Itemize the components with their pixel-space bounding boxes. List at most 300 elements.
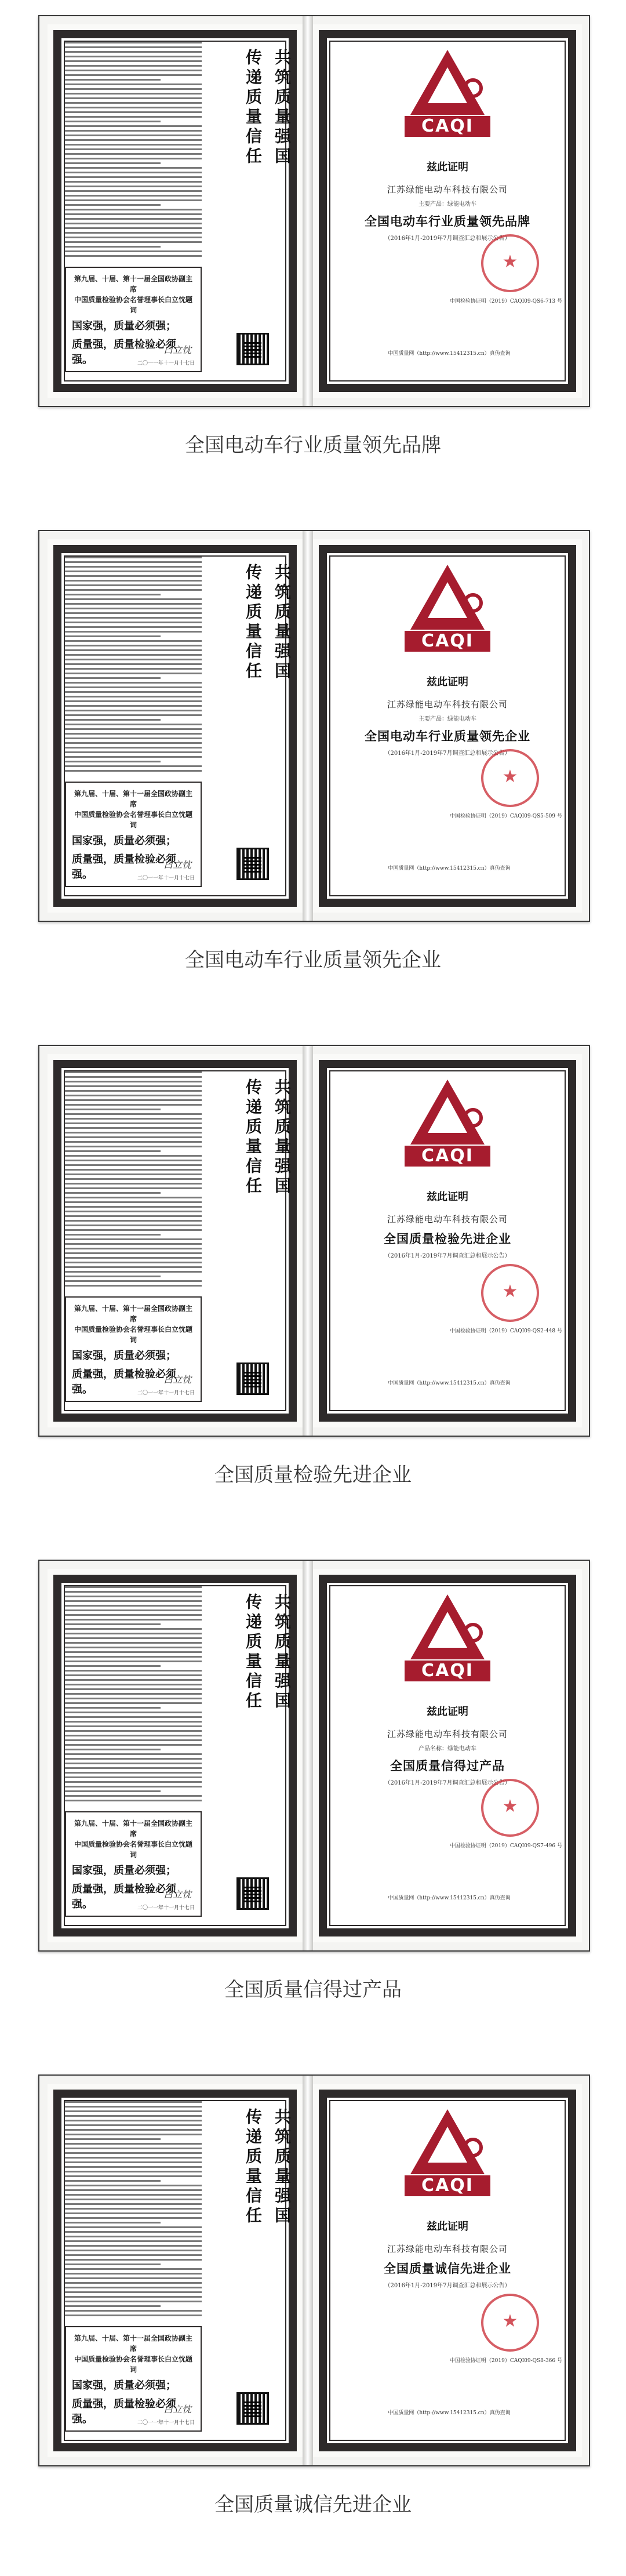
body-text-line [65, 2287, 202, 2288]
body-text-line [65, 1605, 202, 1607]
body-text-line [65, 700, 202, 702]
body-text-line [65, 2203, 202, 2205]
certificate-section [0, 515, 626, 1030]
body-text-line [65, 250, 202, 252]
inscription-box [65, 1296, 202, 1402]
body-text-line [65, 1164, 202, 1166]
body-text-line [65, 241, 202, 243]
body-text-line [65, 645, 202, 646]
body-text-line [65, 167, 202, 169]
body-text-line [65, 1651, 202, 1653]
logo-text: CAQI [405, 2175, 490, 2196]
body-text-line [65, 765, 202, 767]
body-text-line [65, 635, 161, 637]
body-text-line [65, 79, 161, 81]
certificate-caption: 全国电动车行业质量领先企业 [185, 949, 441, 972]
certificate-number: 中国检验协证明（2019）CAQI09-QS8-366 号 [449, 2358, 562, 2364]
body-text-line [65, 2120, 202, 2121]
slogan-1: 国家强，质量必须强； [72, 2379, 176, 2392]
vertical-motto-b: 共筑质量强国 [272, 2108, 292, 2226]
body-text-line [65, 580, 202, 582]
body-text-line [65, 1665, 161, 1667]
product-name: 产品名称：绿能电动车 [418, 1746, 476, 1752]
body-text-line [65, 172, 202, 173]
qr-code-icon [236, 1363, 269, 1395]
qr-code-icon [236, 848, 269, 880]
body-text-line [65, 1716, 202, 1718]
body-text-line [65, 1141, 202, 1143]
body-text-line [65, 2106, 202, 2108]
body-text-line [65, 125, 202, 127]
product-name: 主要产品：绿能电动车 [418, 201, 476, 208]
body-text-line [65, 733, 202, 735]
body-text-line [65, 1712, 202, 1713]
body-text-line [65, 1623, 161, 1625]
body-text-line [65, 1122, 202, 1124]
body-text-line [65, 1776, 202, 1778]
body-text-line [65, 1786, 202, 1787]
body-text-line [65, 714, 202, 716]
body-text-line [65, 724, 202, 725]
certificate-body-text [65, 42, 202, 262]
body-text-line [65, 1642, 202, 1644]
slogan-2: 质量强，质量检验必须强。 [72, 1368, 176, 1396]
body-text-line [65, 97, 202, 99]
body-text-line [65, 1206, 202, 1208]
vertical-motto-a: 传递质量信任 [243, 49, 263, 167]
award-title: 全国电动车行业质量领先企业 [365, 729, 530, 743]
certificate-section [0, 1030, 626, 1545]
slogan-1: 国家强，质量必须强； [72, 320, 176, 332]
certificate-body-text [65, 557, 202, 777]
body-text-line [65, 1795, 202, 1797]
logo-text: CAQI [405, 631, 490, 652]
body-text-line [65, 2185, 202, 2186]
booklet-spine [303, 16, 313, 406]
body-text-line [65, 176, 202, 178]
body-text-line [65, 2124, 202, 2126]
body-text-line [65, 1248, 202, 1249]
company-name: 江苏绿能电动车科技有限公司 [387, 184, 508, 195]
certificate-content [330, 2218, 565, 2289]
handwritten-signature: 白立忱 [163, 2404, 191, 2415]
body-text-line [65, 204, 161, 206]
body-text-line [65, 1262, 202, 1263]
body-text-line [65, 1758, 202, 1760]
body-text-line [65, 1707, 161, 1709]
body-text-line [65, 1118, 202, 1120]
body-text-line [65, 2199, 202, 2200]
body-text-line [65, 1702, 202, 1704]
body-text-line [65, 1781, 202, 1783]
inscription-box [65, 2326, 202, 2432]
seal-icon [481, 749, 539, 807]
certificate-caption: 全国电动车行业质量领先品牌 [185, 434, 441, 457]
body-text-line [65, 1146, 202, 1147]
body-text-line [65, 102, 202, 104]
body-text-line [65, 2282, 202, 2284]
body-text-line [65, 1280, 202, 1282]
body-text-line [65, 135, 202, 136]
body-text-line [65, 608, 202, 609]
inscription-date: 二〇一一年十一月十七日 [137, 2420, 195, 2426]
body-text-line [65, 617, 202, 619]
certificate-right-page [313, 24, 582, 398]
body-text-line [65, 181, 202, 183]
qr-code-icon [236, 1877, 269, 1910]
body-text-line [65, 60, 202, 62]
vertical-motto-b: 共筑质量强国 [272, 564, 292, 682]
body-text-line [65, 255, 202, 257]
certificate-left-page [48, 539, 303, 913]
body-text-line [65, 2194, 202, 2196]
body-text-line [65, 575, 202, 577]
body-text-line [65, 1201, 202, 1203]
body-text-line [65, 1693, 202, 1695]
body-text-line [65, 2115, 202, 2117]
hereby-certify: 兹此证明 [427, 2221, 468, 2233]
vertical-motto-a: 传递质量信任 [243, 564, 263, 682]
body-text-line [65, 1136, 202, 1138]
body-text-line [65, 223, 202, 224]
company-name: 江苏绿能电动车科技有限公司 [387, 1729, 508, 1739]
body-text-line [65, 770, 202, 772]
body-text-line [65, 2175, 202, 2177]
body-text-line [65, 1132, 202, 1133]
body-text-line [65, 1160, 202, 1161]
inscription-line-1: 第九届、十届、第十一届全国政协副主席 [74, 2334, 192, 2353]
body-text-line [65, 107, 202, 108]
caqi-logo-icon [405, 48, 490, 146]
body-text-line [65, 622, 202, 623]
body-text-line [65, 139, 202, 141]
inscription-line-2: 中国质量检验协会名誉理事长白立忱题词 [74, 296, 192, 314]
body-text-line [65, 594, 161, 595]
body-text-line [65, 199, 202, 201]
body-text-line [65, 2143, 202, 2145]
certificate-right-page [313, 2084, 582, 2457]
inscription-date: 二〇一一年十一月十七日 [137, 875, 195, 881]
body-text-line [65, 742, 202, 744]
body-text-line [65, 2226, 202, 2228]
certificate-number: 中国检验协证明（2019）CAQI09-QS6-713 号 [449, 299, 562, 304]
body-text-line [65, 1753, 202, 1755]
body-text-line [65, 1169, 202, 1171]
body-text-line [65, 130, 202, 132]
body-text-line [65, 677, 161, 679]
body-text-line [65, 1674, 202, 1676]
body-text-line [65, 1596, 202, 1597]
body-text-line [65, 1095, 202, 1096]
slogan-2: 质量强，质量检验必须强。 [72, 2398, 176, 2425]
body-text-line [65, 705, 202, 707]
body-text-line [65, 2305, 161, 2307]
body-text-line [65, 1684, 202, 1685]
verification-website: 中国质量网（http://www.15412315.cn）真伪查询 [388, 351, 511, 357]
inscription-date: 二〇一一年十一月十七日 [137, 1390, 195, 1396]
body-text-line [65, 751, 202, 753]
body-text-line [65, 719, 161, 721]
slogan-2: 质量强，质量检验必须强。 [72, 853, 176, 881]
certificate-section [0, 2059, 626, 2574]
certificate-caption: 全国质量检验先进企业 [214, 1463, 412, 1487]
body-text-line [65, 227, 202, 229]
inscription-line-1: 第九届、十届、第十一届全国政协副主席 [74, 275, 192, 293]
body-text-line [65, 631, 202, 633]
inscription-date: 二〇一一年十一月十七日 [137, 361, 195, 366]
body-text-line [65, 2277, 202, 2279]
body-text-line [65, 1085, 202, 1087]
body-text-line [65, 598, 202, 600]
slogan-1: 国家强，质量必须强； [72, 1350, 176, 1362]
body-text-line [65, 1099, 202, 1101]
body-text-line [65, 710, 202, 711]
certificate-left-page [48, 1569, 303, 1942]
seal-icon [481, 2294, 539, 2352]
body-text-line [65, 1730, 202, 1732]
body-text-line [65, 1127, 202, 1129]
certificate-number: 中国检验协证明（2019）CAQI09-QS7-496 号 [449, 1843, 562, 1849]
body-text-line [65, 1197, 202, 1198]
body-text-line [65, 153, 202, 155]
award-title: 全国质量信得过产品 [390, 1758, 505, 1773]
body-text-line [65, 589, 202, 591]
body-text-line [65, 1656, 202, 1658]
qr-code-icon [236, 333, 269, 365]
body-text-line [65, 83, 202, 85]
body-text-line [65, 1619, 202, 1621]
logo-text: CAQI [405, 1146, 490, 1167]
body-text-line [65, 2296, 202, 2298]
inscription-box [65, 267, 202, 372]
body-text-line [65, 2138, 161, 2140]
body-text-line [65, 603, 202, 605]
body-text-line [65, 1772, 202, 1774]
handwritten-signature: 白立忱 [163, 1374, 191, 1385]
body-text-line [65, 728, 202, 730]
inscription-line-2: 中国质量检验协会名誉理事长白立忱题词 [74, 1840, 192, 1859]
body-text-line [65, 186, 202, 187]
award-period: （2016年1月-2019年7月调查汇总和展示公告） [384, 1253, 511, 1259]
body-text-line [65, 65, 202, 67]
certificate-left-page [48, 1054, 303, 1427]
body-text-line [65, 144, 202, 146]
body-text-line [65, 246, 161, 248]
body-text-line [65, 1243, 202, 1245]
body-text-line [65, 158, 202, 159]
award-title: 全国电动车行业质量领先品牌 [365, 214, 530, 228]
body-text-line [65, 70, 202, 71]
body-text-line [65, 1234, 161, 1236]
body-text-line [65, 1271, 202, 1273]
body-text-line [65, 2310, 202, 2312]
seal-icon [481, 1779, 539, 1837]
product-name: 主要产品：绿能电动车 [418, 716, 476, 722]
body-text-line [65, 2134, 202, 2135]
certificate-number: 中国检验协证明（2019）CAQI09-QS2-448 号 [449, 1328, 562, 1334]
body-text-line [65, 209, 202, 210]
body-text-line [65, 232, 202, 234]
body-text-line [65, 649, 202, 651]
seal-icon [481, 1264, 539, 1322]
inscription-line-1: 第九届、十届、第十一届全国政协副主席 [74, 790, 192, 808]
body-text-line [65, 162, 161, 164]
body-text-line [65, 673, 202, 674]
certificate-body-text [65, 2101, 202, 2321]
body-text-line [65, 571, 202, 572]
body-text-line [65, 218, 202, 220]
body-text-line [65, 1104, 202, 1106]
body-text-line [65, 761, 161, 762]
body-text-line [65, 1187, 202, 1189]
hereby-certify: 兹此证明 [427, 161, 468, 173]
body-text-line [65, 566, 202, 568]
body-text-line [65, 2263, 161, 2265]
body-text-line [65, 2231, 202, 2233]
handwritten-signature: 白立忱 [163, 344, 191, 355]
body-text-line [65, 1266, 202, 1268]
body-text-line [65, 584, 202, 586]
body-text-line [65, 1614, 202, 1616]
body-text-line [65, 1155, 202, 1157]
body-text-line [65, 1081, 202, 1082]
body-text-line [65, 2161, 202, 2163]
body-text-line [65, 1767, 202, 1769]
inscription-line-2: 中国质量检验协会名誉理事长白立忱题词 [74, 2355, 192, 2374]
body-text-line [65, 1670, 202, 1672]
body-text-line [65, 1183, 202, 1185]
body-text-line [65, 1749, 161, 1750]
body-text-line [65, 1688, 202, 1690]
body-text-line [65, 1698, 202, 1699]
handwritten-signature: 白立忱 [163, 859, 191, 870]
body-text-line [65, 756, 202, 758]
body-text-line [65, 2259, 202, 2261]
body-text-line [65, 1800, 202, 1801]
body-text-line [65, 2222, 161, 2223]
booklet-spine [303, 2076, 313, 2465]
body-text-line [65, 93, 202, 95]
body-text-line [65, 1229, 202, 1231]
body-text-line [65, 42, 202, 43]
body-text-line [65, 213, 202, 215]
award-title: 全国质量诚信先进企业 [384, 2261, 511, 2276]
body-text-line [65, 1285, 202, 1287]
hereby-certify: 兹此证明 [427, 1191, 468, 1203]
company-name: 江苏绿能电动车科技有限公司 [387, 1214, 508, 1225]
slogan-2: 质量强，质量检验必须强。 [72, 339, 176, 366]
inscription-line-2: 中国质量检验协会名誉理事长白立忱题词 [74, 811, 192, 829]
body-text-line [65, 682, 202, 684]
body-text-line [65, 1252, 202, 1254]
body-text-line [65, 2301, 202, 2302]
body-text-line [65, 1276, 161, 1277]
body-text-line [65, 654, 202, 656]
certificate-booklet [38, 1560, 590, 1952]
vertical-motto-b: 共筑质量强国 [272, 49, 292, 167]
body-text-line [65, 2268, 202, 2270]
body-text-line [65, 148, 202, 150]
certificate-booklet [38, 530, 590, 922]
body-text-line [65, 2208, 202, 2210]
body-text-line [65, 1090, 202, 1092]
body-text-line [65, 1071, 202, 1073]
slogan-1: 国家强，质量必须强； [72, 835, 176, 847]
verification-website: 中国质量网（http://www.15412315.cn）真伪查询 [388, 1895, 511, 1901]
award-period: （2016年1月-2019年7月调查汇总和展示公告） [384, 2283, 511, 2289]
body-text-line [65, 557, 202, 558]
body-text-line [65, 640, 202, 642]
inscription-line-1: 第九届、十届、第十一届全国政协副主席 [74, 1819, 192, 1838]
certificate-content [330, 674, 565, 757]
body-text-line [65, 1633, 202, 1634]
body-text-line [65, 612, 202, 614]
certificate-booklet [38, 15, 590, 407]
body-text-line [65, 668, 202, 670]
body-text-line [65, 1173, 202, 1175]
vertical-motto-b: 共筑质量强国 [272, 1593, 292, 1712]
booklet-spine [303, 531, 313, 921]
certificate-right-page [313, 1054, 582, 1427]
body-text-line [65, 2152, 202, 2154]
vertical-motto-a: 传递质量信任 [243, 1593, 263, 1712]
logo-text: CAQI [405, 1661, 490, 1681]
body-text-line [65, 2110, 202, 2112]
body-text-line [65, 2240, 202, 2242]
body-text-line [65, 46, 202, 48]
slogan-1: 国家强，质量必须强； [72, 1865, 176, 1877]
body-text-line [65, 1238, 202, 1240]
body-text-line [65, 1647, 202, 1648]
body-text-line [65, 2157, 202, 2159]
body-text-line [65, 2236, 202, 2237]
slogan-2: 质量强，质量检验必须强。 [72, 1883, 176, 1910]
body-text-line [65, 121, 161, 122]
body-text-line [65, 1790, 161, 1792]
certificate-right-page [313, 539, 582, 913]
body-text-line [65, 237, 202, 238]
body-text-line [65, 663, 202, 665]
body-text-line [65, 561, 202, 563]
body-text-line [65, 2180, 161, 2182]
body-text-line [65, 1600, 202, 1602]
certificate-booklet [38, 2074, 590, 2466]
body-text-line [65, 737, 202, 739]
body-text-line [65, 1609, 202, 1611]
certificate-content [330, 1189, 565, 1259]
body-text-line [65, 2291, 202, 2293]
certificate-number: 中国检验协证明（2019）CAQI09-QS5-509 号 [449, 813, 562, 819]
company-name: 江苏绿能电动车科技有限公司 [387, 699, 508, 710]
caqi-logo-icon [405, 2107, 490, 2206]
certificate-caption: 全国质量诚信先进企业 [214, 2493, 412, 2516]
body-text-line [65, 1211, 202, 1212]
body-text-line [65, 1763, 202, 1764]
vertical-motto-b: 共筑质量强国 [272, 1078, 292, 1197]
body-text-line [65, 2245, 202, 2247]
body-text-line [65, 1220, 202, 1222]
body-text-line [65, 1076, 202, 1078]
body-text-line [65, 1744, 202, 1746]
body-text-line [65, 1591, 202, 1593]
body-text-line [65, 1637, 202, 1639]
booklet-spine [303, 1561, 313, 1950]
hereby-certify: 兹此证明 [427, 676, 468, 688]
body-text-line [65, 1586, 202, 1588]
handwritten-signature: 白立忱 [163, 1889, 191, 1900]
body-text-line [65, 2217, 202, 2219]
certificate-content [330, 1703, 565, 1786]
